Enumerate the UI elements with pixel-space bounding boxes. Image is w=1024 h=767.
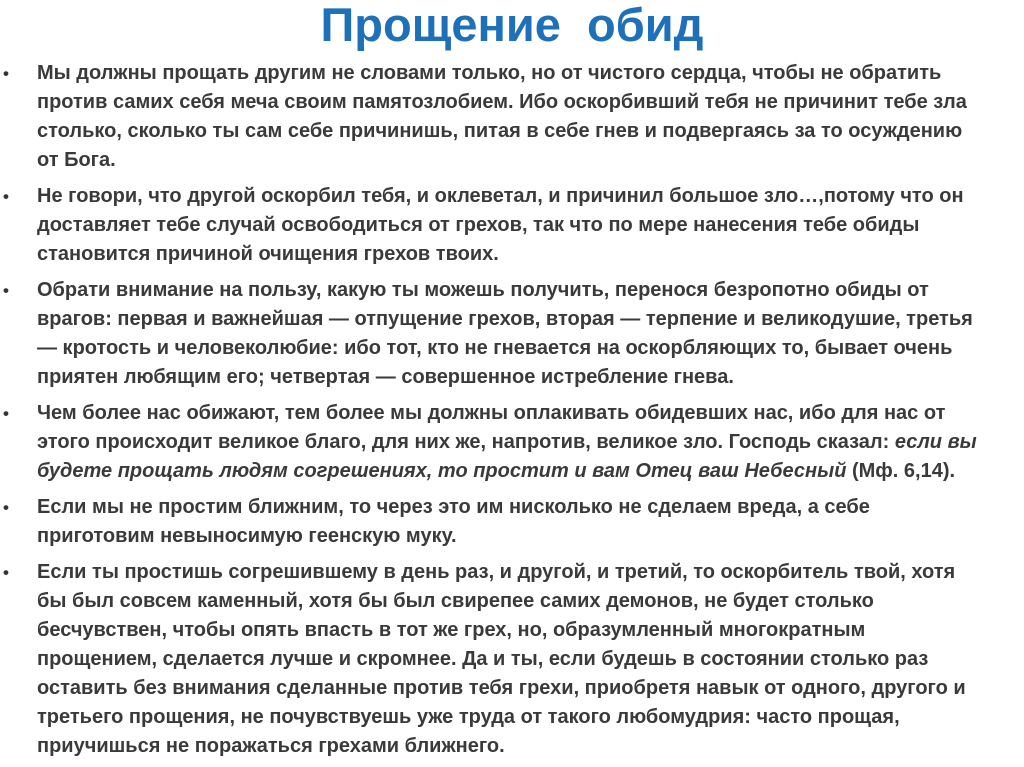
bullet-line: против самих себя меча своим памятозлобием. Ибо оскорбивший тебя не причинит тебе зла [37, 91, 967, 113]
bullet-item [0, 558, 1024, 761]
bullet-line: столько, сколько ты сам себе причинишь, питая в себе гнев и подвергаясь за то осуждению [37, 120, 963, 142]
bullet-line: Мы должны прощать другим не словами только, но от чистого сердца, чтобы не обратить [37, 62, 942, 84]
bullet-line [37, 428, 1024, 457]
bullet-marker: • [3, 563, 9, 582]
bullet-item [0, 276, 1024, 392]
bullet-line: доставляет тебе случай освободиться от грехов, так что по мере нанесения тебе обиды [37, 214, 920, 236]
bullet-line: Если мы не простим ближним, то через это им нисколько не сделаем вреда, а себе [37, 496, 870, 518]
bullet-line-text: этого происходит великое благо, для них же, напротив, великое зло. Господь сказал: [37, 431, 895, 453]
bullet-line: от Бога. [37, 149, 116, 171]
bullet-line: Обрати внимание на пользу, какую ты можешь получить, перенося безропотно обиды от [37, 279, 929, 301]
bullet-marker: • [3, 281, 9, 300]
bullet-line: приятен любящим его; четвертая — совершенное истребление гнева. [37, 366, 734, 388]
bullet-line: приготовим невыносимую геенскую муку. [37, 525, 457, 547]
bullet-list [0, 59, 1024, 761]
bullet-marker: • [3, 64, 9, 83]
bullet-line: становится причиной очищения грехов твоих. [37, 243, 499, 265]
scripture-quote: будете прощать людям согрешениях, то простит и вам Отец ваш Небесный [37, 460, 847, 482]
bullet-marker: • [3, 404, 9, 423]
bullet-item [0, 59, 1024, 175]
bullet-line [37, 457, 1024, 486]
bullet-marker: • [3, 498, 9, 517]
bullet-marker: • [3, 187, 9, 206]
slide-title: Прощение обид [320, 0, 704, 51]
bullet-line [37, 399, 1024, 428]
bullet-line: Не говори, что другой оскорбил тебя, и оклеветал, и причинил большое зло…,потому что он [37, 185, 964, 207]
bullet-line: бы был совсем каменный, хотя бы был свирепее самих демонов, не будет столько [37, 590, 874, 612]
bullet-line: оставить без внимания сделанные против тебя грехи, приобретя навык от одного, другого и [37, 677, 966, 699]
bullet-item [0, 493, 1024, 551]
bullet-line: врагов: первая и важнейшая — отпущение грехов, вторая — терпение и великодушие, третья [37, 308, 973, 330]
scripture-reference: (Мф. 6,14). [846, 460, 956, 482]
bullet-line: Если ты простишь согрешившему в день раз, и другой, и третий, то оскорбитель твой, хотя [37, 561, 956, 583]
bullet-line: — кротость и человеколюбие: ибо тот, кто не гневается на оскорбляющих то, бывает очень [37, 337, 953, 359]
bullet-item [0, 182, 1024, 269]
scripture-quote: если вы [894, 431, 977, 453]
bullet-line: бесчувствен, чтобы опять впасть в тот же грех, но, образумленный многократным [37, 619, 866, 641]
bullet-item [0, 399, 1024, 486]
bullet-line: третьего прощения, не почувствуешь уже труда от такого любомудрия: часто прощая, [37, 706, 900, 728]
bullet-line: прощением, сделается лучше и скромнее. Да и ты, если будешь в состоянии столько раз [37, 648, 929, 670]
bullet-line-text: Чем более нас обижают, тем более мы должны оплакивать обидевших нас, ибо для нас от [37, 402, 946, 424]
bullet-line: приучишься не поражаться грехами ближнего. [37, 735, 505, 757]
